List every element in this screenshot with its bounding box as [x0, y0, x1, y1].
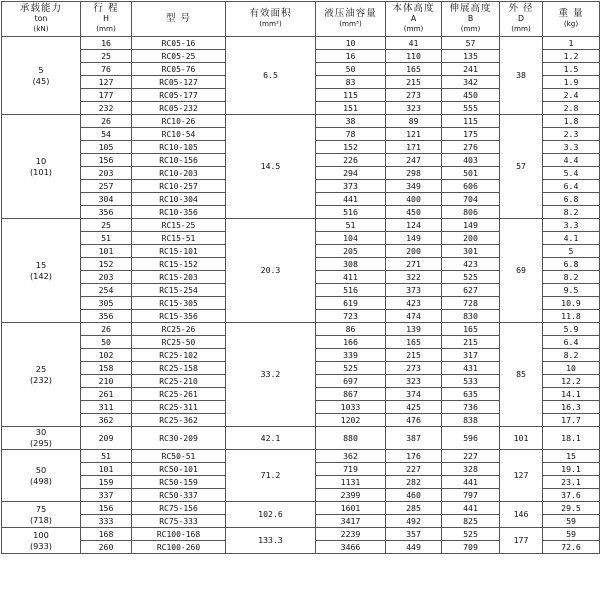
extended-height-cell: 115 [442, 115, 500, 128]
capacity-cell [2, 427, 81, 450]
capacity-kn: (718) [29, 514, 53, 525]
model-cell: RC25-210 [132, 375, 226, 388]
body-height-cell: 460 [386, 489, 442, 502]
weight-cell: 8.2 [543, 271, 600, 284]
model-cell: RC10-304 [132, 193, 226, 206]
table-row [2, 115, 600, 128]
body-height-cell: 171 [386, 141, 442, 154]
outer-diameter-cell: 101 [500, 427, 543, 450]
weight-cell: 18.1 [543, 427, 600, 450]
model-cell: RC25-261 [132, 388, 226, 401]
model-cell: RC50-101 [132, 463, 226, 476]
area-cell: 6.5 [226, 37, 316, 115]
area-cell: 33.2 [226, 323, 316, 427]
outer-diameter-cell: 85 [500, 323, 543, 427]
table-row [2, 502, 600, 515]
model-cell: RC10-203 [132, 167, 226, 180]
oil-capacity-cell: 151 [316, 102, 386, 115]
body-height-cell: 41 [386, 37, 442, 50]
weight-cell: 4.4 [543, 154, 600, 167]
capacity-kn: (498) [29, 475, 53, 486]
model-cell: RC25-50 [132, 336, 226, 349]
oil-capacity-cell: 294 [316, 167, 386, 180]
extended-height-cell: 431 [442, 362, 500, 375]
extended-height-cell: 200 [442, 232, 500, 245]
body-height-cell: 273 [386, 89, 442, 102]
weight-cell: 1.8 [543, 115, 600, 128]
stroke-cell: 337 [81, 489, 132, 502]
extended-height-cell: 596 [442, 427, 500, 450]
model-cell: RC10-156 [132, 154, 226, 167]
stroke-cell: 25 [81, 219, 132, 232]
model-cell: RC100-168 [132, 528, 226, 541]
model-cell: RC15-356 [132, 310, 226, 323]
weight-cell: 5.9 [543, 323, 600, 336]
oil-capacity-cell: 205 [316, 245, 386, 258]
table-row [2, 427, 600, 450]
capacity-cell [2, 115, 81, 219]
oil-capacity-cell: 104 [316, 232, 386, 245]
oil-capacity-cell: 373 [316, 180, 386, 193]
header-row [2, 2, 600, 37]
capacity-cell [2, 502, 81, 528]
extended-height-cell: 441 [442, 476, 500, 489]
weight-cell: 6.8 [543, 258, 600, 271]
stroke-cell: 156 [81, 154, 132, 167]
oil-capacity-cell: 1601 [316, 502, 386, 515]
extended-height-cell: 533 [442, 375, 500, 388]
stroke-cell: 158 [81, 362, 132, 375]
extended-height-cell: 606 [442, 180, 500, 193]
oil-capacity-cell: 2399 [316, 489, 386, 502]
oil-capacity-cell: 86 [316, 323, 386, 336]
model-cell: RC15-25 [132, 219, 226, 232]
model-cell: RC05-16 [132, 37, 226, 50]
oil-capacity-cell: 441 [316, 193, 386, 206]
stroke-cell: 127 [81, 76, 132, 89]
area-cell: 42.1 [226, 427, 316, 450]
weight-cell: 23.1 [543, 476, 600, 489]
weight-cell: 17.7 [543, 414, 600, 427]
oil-capacity-cell: 516 [316, 206, 386, 219]
stroke-cell: 101 [81, 463, 132, 476]
body-height-cell: 215 [386, 349, 442, 362]
body-height-cell: 176 [386, 450, 442, 463]
oil-capacity-cell: 1033 [316, 401, 386, 414]
oil-capacity-cell: 166 [316, 336, 386, 349]
weight-cell: 11.8 [543, 310, 600, 323]
weight-cell: 6.4 [543, 180, 600, 193]
body-height-cell: 476 [386, 414, 442, 427]
oil-capacity-cell: 1202 [316, 414, 386, 427]
extended-height-cell: 728 [442, 297, 500, 310]
weight-cell: 2.4 [543, 89, 600, 102]
outer-diameter-cell: 69 [500, 219, 543, 323]
capacity-kn: (45) [32, 75, 50, 86]
oil-capacity-cell: 78 [316, 128, 386, 141]
capacity-cell [2, 323, 81, 427]
stroke-cell: 26 [81, 323, 132, 336]
extended-height-cell: 525 [442, 271, 500, 284]
oil-capacity-cell: 339 [316, 349, 386, 362]
extended-height-cell: 501 [442, 167, 500, 180]
oil-capacity-cell: 411 [316, 271, 386, 284]
stroke-cell: 105 [81, 141, 132, 154]
extended-height-cell: 301 [442, 245, 500, 258]
stroke-cell: 102 [81, 349, 132, 362]
body-height-cell: 124 [386, 219, 442, 232]
model-cell: RC15-305 [132, 297, 226, 310]
weight-cell: 6.8 [543, 193, 600, 206]
table-row [2, 528, 600, 541]
weight-cell: 10 [543, 362, 600, 375]
weight-cell: 3.3 [543, 219, 600, 232]
weight-cell: 15 [543, 450, 600, 463]
oil-capacity-cell: 38 [316, 115, 386, 128]
extended-height-cell: 555 [442, 102, 500, 115]
model-cell: RC10-54 [132, 128, 226, 141]
capacity-ton: 50 [35, 464, 47, 475]
header-capacity: 承载能力 ton (kN) [2, 2, 81, 37]
stroke-cell: 254 [81, 284, 132, 297]
capacity-kn: (101) [29, 166, 53, 177]
extended-height-cell: 635 [442, 388, 500, 401]
weight-cell: 72.6 [543, 541, 600, 554]
model-cell: RC10-356 [132, 206, 226, 219]
weight-cell: 29.5 [543, 502, 600, 515]
capacity-ton: 25 [35, 363, 47, 374]
oil-capacity-cell: 16 [316, 50, 386, 63]
header-extended-height: 伸展高度 B (mm) [442, 2, 500, 37]
capacity-ton: 15 [35, 259, 47, 270]
oil-capacity-cell: 51 [316, 219, 386, 232]
stroke-cell: 101 [81, 245, 132, 258]
model-cell: RC05-25 [132, 50, 226, 63]
oil-capacity-cell: 697 [316, 375, 386, 388]
stroke-cell: 333 [81, 515, 132, 528]
extended-height-cell: 441 [442, 502, 500, 515]
stroke-cell: 54 [81, 128, 132, 141]
oil-capacity-cell: 362 [316, 450, 386, 463]
stroke-cell: 76 [81, 63, 132, 76]
stroke-cell: 159 [81, 476, 132, 489]
body-height-cell: 400 [386, 193, 442, 206]
stroke-cell: 51 [81, 232, 132, 245]
model-cell: RC25-362 [132, 414, 226, 427]
body-height-cell: 492 [386, 515, 442, 528]
weight-cell: 59 [543, 528, 600, 541]
weight-cell: 16.3 [543, 401, 600, 414]
extended-height-cell: 403 [442, 154, 500, 167]
body-height-cell: 423 [386, 297, 442, 310]
oil-capacity-cell: 516 [316, 284, 386, 297]
body-height-cell: 322 [386, 271, 442, 284]
stroke-cell: 260 [81, 541, 132, 554]
capacity-ton: 75 [35, 503, 47, 514]
extended-height-cell: 806 [442, 206, 500, 219]
weight-cell: 1 [543, 37, 600, 50]
outer-diameter-cell: 38 [500, 37, 543, 115]
table-row [2, 219, 600, 232]
body-height-cell: 349 [386, 180, 442, 193]
model-cell: RC15-203 [132, 271, 226, 284]
capacity-kn: (232) [29, 374, 53, 385]
stroke-cell: 261 [81, 388, 132, 401]
weight-cell: 2.3 [543, 128, 600, 141]
oil-capacity-cell: 152 [316, 141, 386, 154]
body-height-cell: 149 [386, 232, 442, 245]
oil-capacity-cell: 723 [316, 310, 386, 323]
model-cell: RC15-152 [132, 258, 226, 271]
extended-height-cell: 830 [442, 310, 500, 323]
body-height-cell: 357 [386, 528, 442, 541]
outer-diameter-cell: 146 [500, 502, 543, 528]
weight-cell: 1.2 [543, 50, 600, 63]
weight-cell: 8.2 [543, 349, 600, 362]
area-cell: 20.3 [226, 219, 316, 323]
stroke-cell: 203 [81, 271, 132, 284]
stroke-cell: 356 [81, 310, 132, 323]
model-cell: RC10-257 [132, 180, 226, 193]
stroke-cell: 203 [81, 167, 132, 180]
model-cell: RC25-311 [132, 401, 226, 414]
oil-capacity-cell: 226 [316, 154, 386, 167]
header-oil: 液压油容量 (mm³) [316, 2, 386, 37]
stroke-cell: 16 [81, 37, 132, 50]
extended-height-cell: 838 [442, 414, 500, 427]
capacity-kn: (933) [29, 540, 53, 551]
model-cell: RC25-26 [132, 323, 226, 336]
extended-height-cell: 450 [442, 89, 500, 102]
model-cell: RC50-337 [132, 489, 226, 502]
model-cell: RC10-105 [132, 141, 226, 154]
extended-height-cell: 165 [442, 323, 500, 336]
weight-cell: 14.1 [543, 388, 600, 401]
table-row [2, 323, 600, 336]
body-height-cell: 89 [386, 115, 442, 128]
weight-cell: 8.2 [543, 206, 600, 219]
weight-cell: 5 [543, 245, 600, 258]
body-height-cell: 449 [386, 541, 442, 554]
extended-height-cell: 241 [442, 63, 500, 76]
table-body [2, 37, 600, 554]
stroke-cell: 177 [81, 89, 132, 102]
extended-height-cell: 57 [442, 37, 500, 50]
extended-height-cell: 227 [442, 450, 500, 463]
model-cell: RC100-260 [132, 541, 226, 554]
oil-capacity-cell: 3417 [316, 515, 386, 528]
extended-height-cell: 736 [442, 401, 500, 414]
weight-cell: 37.6 [543, 489, 600, 502]
area-cell: 102.6 [226, 502, 316, 528]
capacity-cell [2, 528, 81, 554]
capacity-cell [2, 37, 81, 115]
capacity-cell [2, 219, 81, 323]
body-height-cell: 323 [386, 102, 442, 115]
header-body-height: 本体高度 A (mm) [386, 2, 442, 37]
outer-diameter-cell: 127 [500, 450, 543, 502]
extended-height-cell: 276 [442, 141, 500, 154]
body-height-cell: 165 [386, 336, 442, 349]
oil-capacity-cell: 50 [316, 63, 386, 76]
body-height-cell: 474 [386, 310, 442, 323]
body-height-cell: 165 [386, 63, 442, 76]
model-cell: RC25-158 [132, 362, 226, 375]
stroke-cell: 304 [81, 193, 132, 206]
body-height-cell: 200 [386, 245, 442, 258]
table-row [2, 37, 600, 50]
body-height-cell: 139 [386, 323, 442, 336]
header-weight: 重 量 (kg) [543, 2, 600, 37]
body-height-cell: 285 [386, 502, 442, 515]
oil-capacity-cell: 525 [316, 362, 386, 375]
body-height-cell: 425 [386, 401, 442, 414]
stroke-cell: 362 [81, 414, 132, 427]
extended-height-cell: 525 [442, 528, 500, 541]
extended-height-cell: 704 [442, 193, 500, 206]
stroke-cell: 311 [81, 401, 132, 414]
extended-height-cell: 149 [442, 219, 500, 232]
model-cell: RC75-333 [132, 515, 226, 528]
body-height-cell: 121 [386, 128, 442, 141]
body-height-cell: 271 [386, 258, 442, 271]
weight-cell: 12.2 [543, 375, 600, 388]
weight-cell: 5.4 [543, 167, 600, 180]
header-outer-diameter: 外 径 D (mm) [500, 2, 543, 37]
body-height-cell: 373 [386, 284, 442, 297]
header-area: 有效面积 (mm²) [226, 2, 316, 37]
model-cell: RC75-156 [132, 502, 226, 515]
spec-table [1, 1, 600, 554]
stroke-cell: 209 [81, 427, 132, 450]
model-cell: RC25-102 [132, 349, 226, 362]
body-height-cell: 215 [386, 76, 442, 89]
weight-cell: 1.9 [543, 76, 600, 89]
oil-capacity-cell: 619 [316, 297, 386, 310]
stroke-cell: 168 [81, 528, 132, 541]
model-cell: RC05-127 [132, 76, 226, 89]
weight-cell: 6.4 [543, 336, 600, 349]
extended-height-cell: 342 [442, 76, 500, 89]
model-cell: RC30-209 [132, 427, 226, 450]
body-height-cell: 323 [386, 375, 442, 388]
extended-height-cell: 175 [442, 128, 500, 141]
stroke-cell: 26 [81, 115, 132, 128]
outer-diameter-cell: 57 [500, 115, 543, 219]
outer-diameter-cell: 177 [500, 528, 543, 554]
model-cell: RC50-159 [132, 476, 226, 489]
stroke-cell: 152 [81, 258, 132, 271]
extended-height-cell: 709 [442, 541, 500, 554]
capacity-ton: 100 [33, 529, 49, 540]
oil-capacity-cell: 3466 [316, 541, 386, 554]
capacity-cell [2, 450, 81, 502]
oil-capacity-cell: 2239 [316, 528, 386, 541]
area-cell: 71.2 [226, 450, 316, 502]
model-cell: RC15-101 [132, 245, 226, 258]
extended-height-cell: 328 [442, 463, 500, 476]
capacity-ton: 30 [35, 427, 47, 437]
body-height-cell: 273 [386, 362, 442, 375]
extended-height-cell: 797 [442, 489, 500, 502]
oil-capacity-cell: 83 [316, 76, 386, 89]
oil-capacity-cell: 308 [316, 258, 386, 271]
capacity-ton: 5 [38, 64, 44, 75]
stroke-cell: 232 [81, 102, 132, 115]
capacity-kn: (142) [29, 270, 53, 281]
oil-capacity-cell: 10 [316, 37, 386, 50]
table-row [2, 450, 600, 463]
model-cell: RC05-177 [132, 89, 226, 102]
extended-height-cell: 317 [442, 349, 500, 362]
body-height-cell: 282 [386, 476, 442, 489]
oil-capacity-cell: 867 [316, 388, 386, 401]
model-cell: RC10-26 [132, 115, 226, 128]
body-height-cell: 298 [386, 167, 442, 180]
extended-height-cell: 215 [442, 336, 500, 349]
stroke-cell: 156 [81, 502, 132, 515]
body-height-cell: 110 [386, 50, 442, 63]
weight-cell: 4.1 [543, 232, 600, 245]
extended-height-cell: 423 [442, 258, 500, 271]
model-cell: RC15-254 [132, 284, 226, 297]
capacity-kn: (295) [29, 438, 53, 448]
area-cell: 133.3 [226, 528, 316, 554]
header-model: 型 号 [132, 2, 226, 37]
area-cell: 14.5 [226, 115, 316, 219]
weight-cell: 3.3 [543, 141, 600, 154]
stroke-cell: 25 [81, 50, 132, 63]
model-cell: RC05-76 [132, 63, 226, 76]
weight-cell: 59 [543, 515, 600, 528]
stroke-cell: 305 [81, 297, 132, 310]
model-cell: RC15-51 [132, 232, 226, 245]
extended-height-cell: 825 [442, 515, 500, 528]
body-height-cell: 227 [386, 463, 442, 476]
body-height-cell: 387 [386, 427, 442, 450]
weight-cell: 10.9 [543, 297, 600, 310]
oil-capacity-cell: 1131 [316, 476, 386, 489]
weight-cell: 1.5 [543, 63, 600, 76]
stroke-cell: 50 [81, 336, 132, 349]
stroke-cell: 210 [81, 375, 132, 388]
stroke-cell: 356 [81, 206, 132, 219]
extended-height-cell: 135 [442, 50, 500, 63]
stroke-cell: 51 [81, 450, 132, 463]
oil-capacity-cell: 880 [316, 427, 386, 450]
body-height-cell: 450 [386, 206, 442, 219]
capacity-ton: 10 [35, 155, 47, 166]
stroke-cell: 257 [81, 180, 132, 193]
weight-cell: 19.1 [543, 463, 600, 476]
header-stroke: 行 程 H (mm) [81, 2, 132, 37]
body-height-cell: 247 [386, 154, 442, 167]
model-cell: RC05-232 [132, 102, 226, 115]
weight-cell: 2.8 [543, 102, 600, 115]
oil-capacity-cell: 719 [316, 463, 386, 476]
oil-capacity-cell: 115 [316, 89, 386, 102]
model-cell: RC50-51 [132, 450, 226, 463]
extended-height-cell: 627 [442, 284, 500, 297]
body-height-cell: 374 [386, 388, 442, 401]
weight-cell: 9.5 [543, 284, 600, 297]
